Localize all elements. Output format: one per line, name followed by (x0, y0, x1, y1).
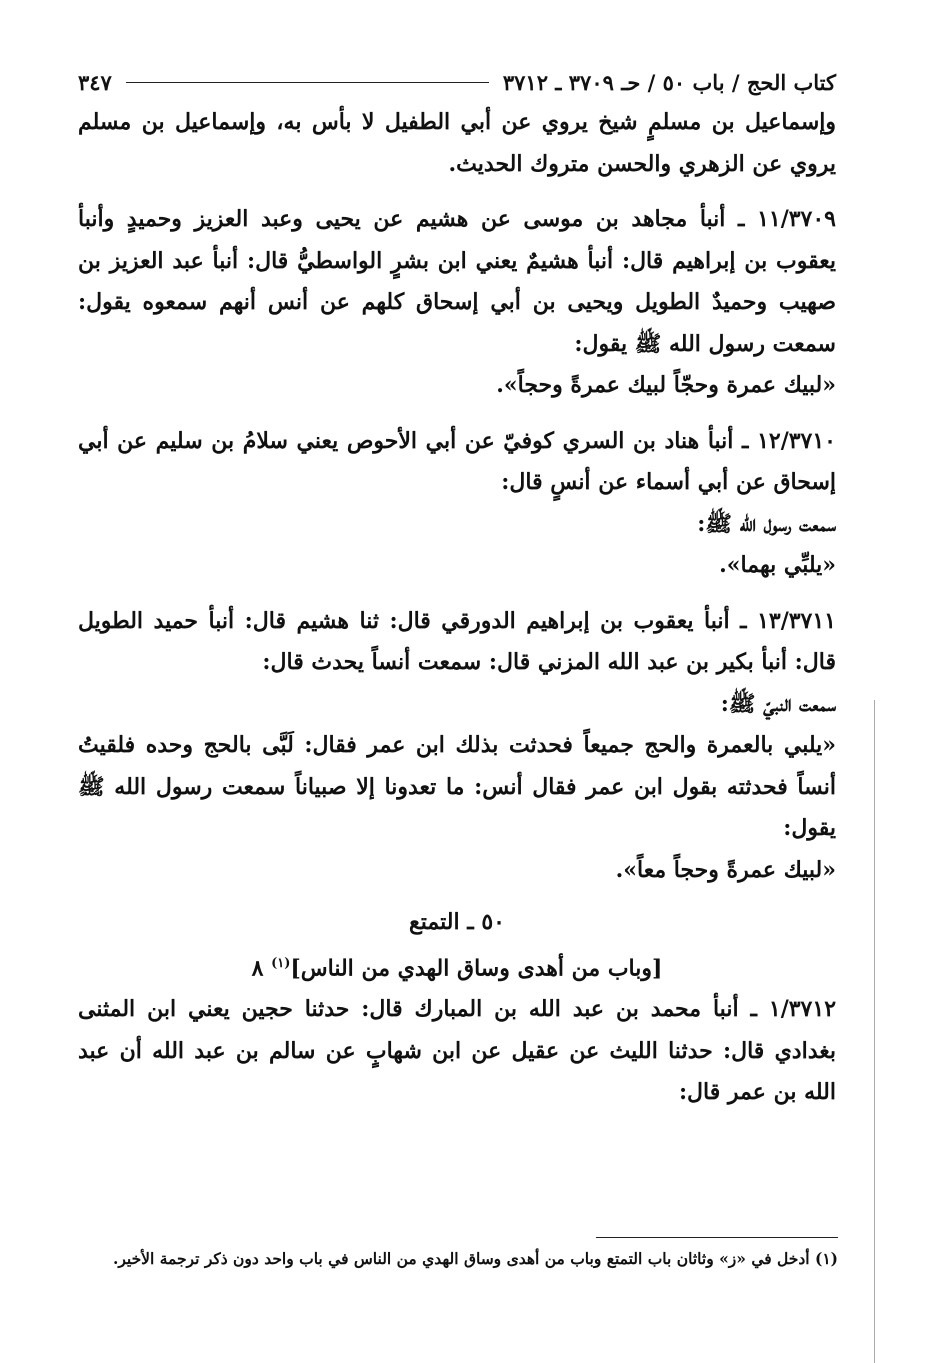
footnote-rule (596, 1237, 838, 1238)
book-page (78, 62, 836, 1114)
hadith-quote: «يلبِّي بهما». (719, 552, 836, 578)
hadith-3710 (78, 421, 836, 504)
section-subtitle (78, 943, 836, 989)
hadith-text: أنبأ يعقوب بن إبراهيم الدورقي قال: ثنا هشيم قال: أنبأ حميد الطويل قال: أنبأ بكير بن عبد الله المزني قال: سمعت أنساً يحدث قال: (78, 607, 836, 675)
subtitle-text: [وباب من أهدى وساق الهدي من الناس] (290, 955, 663, 982)
hadith-text: أنبأ هناد بن السري كوفيّ عن أبي الأحوص يعني سلامُ بن سليم عن أبي إسحاق عن أبي أسماء عن أنسٍ قال: (78, 427, 836, 495)
page-number: ٣٤٧ (78, 69, 112, 95)
hadith-number: ١٣/٣٧١١ ـ (740, 607, 836, 634)
footnote-marker[interactable]: (١) (271, 956, 291, 971)
hadith-quote: «لبيك عمرةً وحجاً معاً». (615, 856, 836, 883)
hadith-quote: «لبيك عمرة وحجّاً لبيك عمرةً وحجاً». (496, 372, 836, 398)
hadith-number: ١١/٣٧٠٩ ـ (738, 206, 836, 232)
page-header (78, 62, 836, 102)
hadith-line: سمعت النبيّ ﷺ: (720, 690, 836, 717)
footnote: (١) أدخل في «ز» وثاثان باب التمتع وباب من أهدى وساق الهدي من الناس في باب واحد دون ذكر ترجمة الأخير. (112, 1249, 838, 1268)
hadith-text: أنبأ مجاهد بن موسى عن هشيم عن يحيى وعبد العزيز وحميدٍ وأنبأ يعقوب بن إبراهيم قال: أنبأ هشيمٌ يعني ابن بشرٍ الواسطيُّ قال: أنبأ عبد العزيز بن صهيب وحميدٌ الطويل ويحيى بن أبي إسحاق كلهم عن أنس أنهم سمعوه يقول: سمعت رسول الله ﷺ يقول: (78, 206, 836, 357)
subtitle-suffix: ٨ (251, 955, 272, 982)
section-title: ٥٠ ـ التمتع (409, 909, 505, 935)
hadith-3712 (78, 989, 836, 1114)
running-title: كتاب الحج / باب ٥٠ / حـ ٣٧٠٩ ـ ٣٧١٢ (502, 69, 836, 95)
margin-line (874, 700, 875, 1363)
hadith-text: أنبأ محمد بن عبد الله بن المبارك قال: حدثنا حجين يعني ابن المثنى بغدادي قال: حدثنا الليث عن عقيل عن ابن شهابٍ عن سالم بن عبد الله أن عبد الله بن عمر قال: (78, 996, 836, 1106)
intro-paragraph: وإسماعيل بن مسلمٍ شيخ يروي عن أبي الطفيل لا بأس به، وإسماعيل بن مسلم يروي عن الزهري والحسن متروك الحديث. (78, 109, 836, 177)
hadith-3711 (78, 601, 836, 684)
hadith-3709 (78, 199, 836, 365)
hadith-number: ١٢/٣٧١٠ ـ (742, 427, 836, 454)
hadith-line: سمعت رسول الله ﷺ: (697, 510, 836, 537)
header-rule (126, 82, 489, 83)
hadith-quote: «يلبي بالعمرة والحج جميعاً فحدثت بذلك ابن عمر فقال: لَبَّى بالحج وحده فلقيتُ أنساً فحدثته بقول ابن عمر فقال أنس: ما تعدونا إلا صبياناً سمعت رسول الله ﷺ يقول: (78, 732, 836, 841)
hadith-number: ١/٣٧١٢ ـ (750, 996, 837, 1023)
